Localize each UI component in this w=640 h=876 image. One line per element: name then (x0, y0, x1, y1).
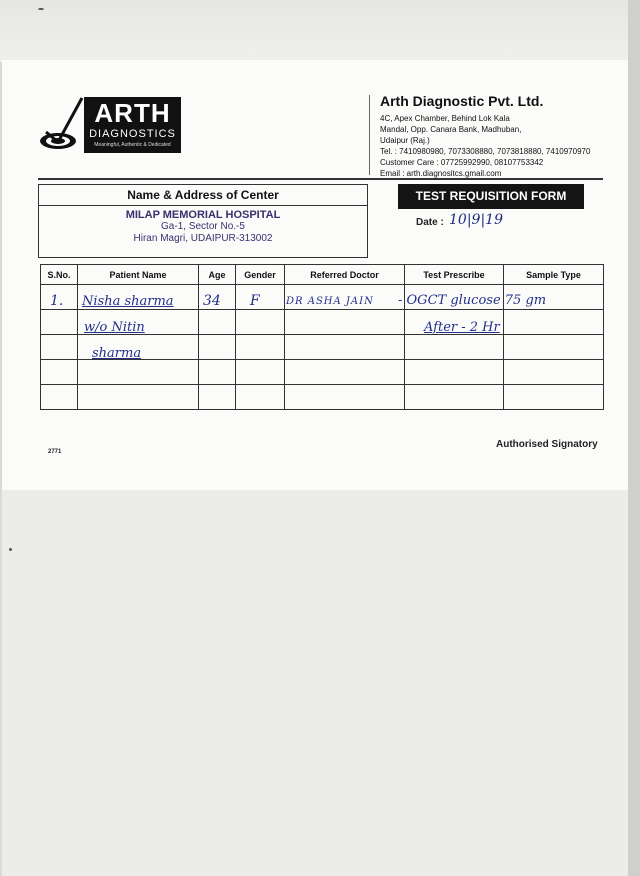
target-check-logo-icon (38, 96, 84, 156)
header-sno: S.No. (41, 265, 78, 285)
company-name: Arth Diagnostic Pvt. Ltd. (380, 93, 544, 109)
stamp-address-line: Hiran Magri, UDAIPUR-313002 (133, 233, 273, 244)
arth-logo (84, 97, 181, 153)
logo-name: ARTH (94, 98, 171, 128)
scan-speck (38, 8, 44, 10)
entry-test-timing: After - 2 Hr (424, 320, 500, 335)
logo-tagline: Meaningful, Authentic & Dedicated (94, 142, 171, 148)
hospital-stamp (39, 209, 367, 245)
header-patient-name: Patient Name (78, 265, 199, 285)
header-rule (38, 178, 603, 180)
stamp-hospital-name: MILAP MEMORIAL HOSPITAL (125, 209, 281, 221)
form-serial-number: 2771 (48, 449, 62, 455)
center-address-box (38, 184, 368, 258)
blank-lower-sheet (2, 490, 628, 876)
header-sample-type: Sample Type (504, 265, 604, 285)
header-gender: Gender (236, 265, 285, 285)
center-heading: Name & Address of Center (39, 185, 367, 206)
entry-patient-surname: sharma (92, 346, 142, 361)
company-email: Email : arth.diagnositcs.gmail.com (380, 169, 502, 178)
company-address-line: Udaipur (Raj.) (380, 136, 430, 145)
entry-gender: F (250, 293, 260, 309)
table-header-row (41, 265, 604, 285)
header-test-prescribe: Test Prescribe (405, 265, 504, 285)
company-customer-care: Customer Care : 07725992990, 08107753342 (380, 158, 544, 167)
entry-patient-name: Nisha sharma (82, 294, 174, 309)
table-row (41, 360, 604, 385)
header-divider (369, 95, 370, 175)
header-referred-doctor: Referred Doctor (285, 265, 405, 285)
logo-subtitle: DIAGNOSTICS (89, 128, 176, 140)
header-age: Age (199, 265, 236, 285)
entry-age: 34 (203, 293, 221, 309)
scan-top-margin (0, 0, 640, 62)
company-address-line: Mandal, Opp. Canara Bank, Madhuban, (380, 125, 522, 134)
table-row (41, 385, 604, 410)
entry-patient-relation: w/o Nitin (84, 320, 145, 335)
form-title: TEST REQUISITION FORM (398, 184, 584, 209)
authorised-signatory-label: Authorised Signatory (496, 439, 598, 450)
company-info (380, 92, 620, 179)
requisition-table (40, 264, 604, 410)
company-tel: Tel. : 7410980980, 7073308880, 7073818880, 7410970970 (380, 147, 591, 156)
stamp-address-line: Ga-1, Sector No.-5 (161, 221, 245, 232)
entry-referred-doctor: DR ASHA JAIN (286, 296, 374, 307)
scan-right-edge (628, 0, 640, 876)
scan-speck (9, 548, 12, 551)
company-address-line: 4C, Apex Chamber, Behind Lok Kala (380, 114, 510, 123)
date-value: 10|9|19 (449, 212, 503, 228)
date-label: Date : (416, 217, 444, 228)
entry-test-prescribe: - OGCT glucose 75 gm (398, 293, 547, 308)
entry-sno: 1. (50, 293, 64, 309)
